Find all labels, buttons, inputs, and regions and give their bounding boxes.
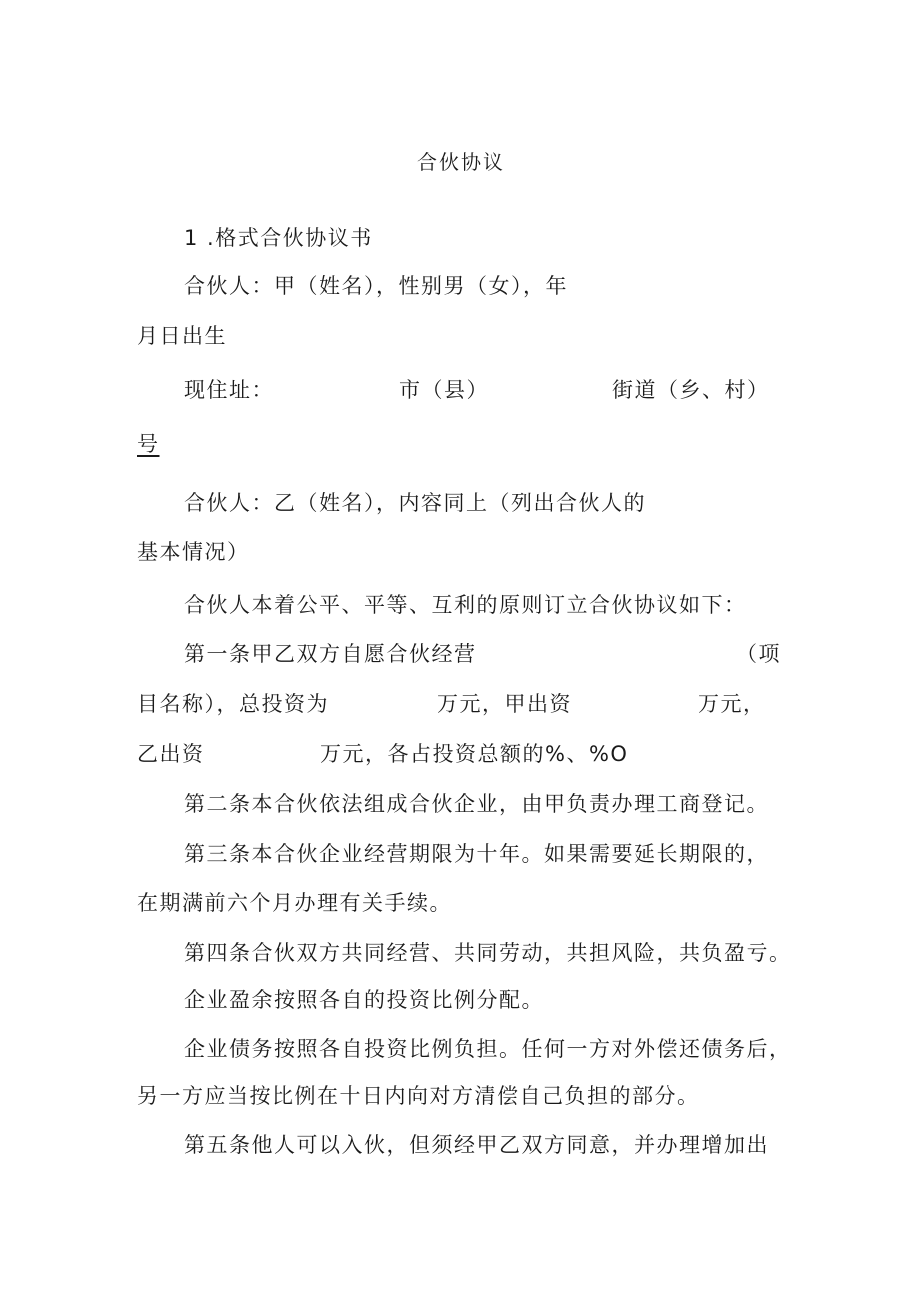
article-1-line2c: 万元， (698, 692, 766, 716)
article-1-line3a: 乙出资 (137, 742, 205, 766)
address-city: 市（县） (399, 378, 489, 402)
document-title: 合伙协议 (417, 150, 505, 174)
article-1-line3b: 万元，各占投资总额的%、%O (320, 742, 629, 766)
article-4: 第四条合伙双方共同经营、共同劳动，共担风险，共负盈亏。 (184, 941, 792, 965)
agreement-intro: 合伙人本着公平、平等、互利的原则订立合伙协议如下： (184, 593, 747, 617)
address-number: 号 (137, 432, 160, 456)
article-1-line1b: （项 (736, 642, 781, 666)
article-1-line2b: 万元，甲出资 (437, 692, 572, 716)
article-2: 第二条本合伙依法组成合伙企业，由甲负责办理工商登记。 (184, 792, 769, 816)
address-label: 现住址： (184, 378, 274, 402)
article-5-line1: 第五条他人可以入伙，但须经甲乙双方同意，并办理增加出 (184, 1133, 769, 1157)
partner-b-line2: 基本情况） (137, 540, 250, 564)
partner-a-line1: 合伙人：甲（姓名），性别男（女），年 (184, 274, 568, 298)
partner-a-line2: 月日出生 (137, 324, 227, 348)
partner-b-line1: 合伙人：乙（姓名），内容同上（列出合伙人的 (184, 491, 646, 515)
article-3-line1: 第三条本合伙企业经营期限为十年。如果需要延长期限的， (184, 842, 769, 866)
article-3-line2: 在期满前六个月办理有关手续。 (137, 891, 452, 915)
address-street: 街道（乡、村） (612, 378, 770, 402)
article-4-debt-line1: 企业债务按照各自投资比例负担。任何一方对外偿还债务后， (184, 1037, 792, 1061)
article-4-debt-line2: 另一方应当按比例在十日内向对方清偿自己负担的部分。 (137, 1084, 700, 1108)
article-1-line2a: 目名称），总投资为 (137, 692, 329, 716)
article-4-surplus: 企业盈余按照各自的投资比例分配。 (184, 988, 544, 1012)
article-1-line1a: 第一条甲乙双方自愿合伙经营 (184, 642, 477, 666)
section-heading: 1 .格式合伙协议书 (184, 226, 373, 250)
